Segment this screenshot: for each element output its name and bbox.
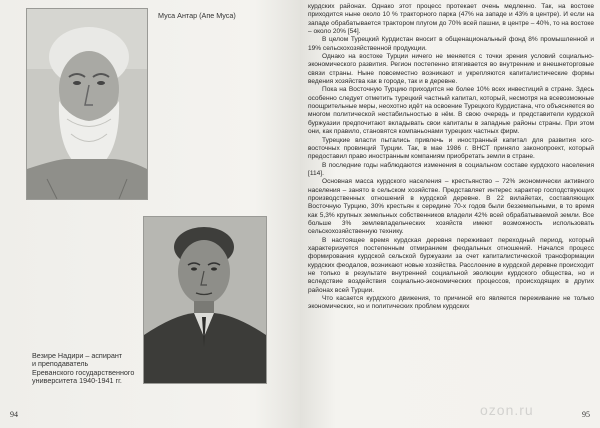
portrait-young-man-photo <box>144 217 266 383</box>
paragraph: Турецкие власти пытались привлечь и иностранный капитал для развития юго-восточных провинций Турции. Так, в мае 1986 г. ВНСТ приняло законопроект, который предоставил право иностранным компаниям приобретать земли в стране. <box>308 136 594 161</box>
paragraph: Основная масса курдского населения – крестьянство – 72% экономически активного населения – занято в сельском хозяйстве. Представляет интерес характер господствующих производственных отношений в курдской деревне. В 22 вилайетах, составляющих Восточную Турцию, 30% крестьян к середине 70-х годов были безземельными, в то время как 5,3% крупных земельных собственников владели 42% всей обрабатываемой земли. Все больше 3% землевладельческих хозяйств имеют возможность использовать сельскохозяйственную технику. <box>308 178 594 236</box>
body-text <box>308 3 594 312</box>
page-number-left: 94 <box>10 410 18 419</box>
portrait-photo-vezire-nadiri <box>143 216 267 384</box>
paragraph: Что касается курдского движения, то причиной его является переживание не только экономических, но и политических проблем курдских <box>308 295 594 311</box>
right-page <box>300 0 600 428</box>
caption-line: Ереванского государственного <box>32 367 135 377</box>
page-number-right: 95 <box>582 410 590 419</box>
paragraph: В целом Турецкий Курдистан вносит в общенациональный фонд 8% промышленной и 19% сельскохозяйственной продукции. <box>308 36 594 52</box>
paragraph: В последние годы наблюдаются изменения в социальном составе курдского населения [114]. <box>308 161 594 177</box>
caption-line: Везире Надири – аспирант <box>32 351 123 360</box>
portrait-old-man-drawing <box>27 9 147 199</box>
caption-line: и преподаватель <box>32 359 89 369</box>
paragraph: Пока на Восточную Турцию приходится не более 10% всех инвестиций в стране. Здесь особенно следует отметить турецкий частный капитал, который, несмотря на всевозможные поощрительные меры, неохотно идёт на освоение Турецкого Курдистана, что объясняется во многом политической нестабильностью в нём. В свою очередь и представители курдской буржуазии предпочитают вкладывать свои капиталы в западные районы страны. При этом они, как правило, становятся компаньонами турецких частных фирм. <box>308 86 594 136</box>
caption-vezire-nadiri <box>32 352 142 386</box>
paragraph: Однако на востоке Турции ничего не меняется с точки зрения условий социально-экономического развития. Регион постепенно втягивается во внутренние и внешнеторговые связи страны. Ныне повсеместно возникают и укрепляются капиталистические формы ведения хозяйства как в городе, так и в деревне. <box>308 53 594 86</box>
paragraph: курдских районах. Однако этот процесс протекает очень медленно. Так, на востоке приходится ныне около 10 % тракторного парка (47% на западе и 43% в центре). И если на западе обрабатывается трактором плугом до 70% всей пашни, в центре – 40%, то на востоке – около 20% [54]. <box>308 3 594 36</box>
paragraph: В настоящее время курдская деревня переживает переходный период, который характеризуется постепенным отмиранием феодальных отношений. Начался процесс формирования курдской сельской буржуазии за счет капиталистической трансформации курдских феодалов, возникают новые хозяйства. Расслоение в курдской деревне происходит не только в результате внутренней социальной эволюции курдского общества, но и вследствие воздействия социально-экономических процессов, происходящих в других районах всей Турции. <box>308 236 594 294</box>
watermark: ozon.ru <box>480 402 534 418</box>
portrait-photo-musa-antar <box>26 8 148 200</box>
caption-musa-antar: Муса Антар (Апе Муса) <box>158 11 236 20</box>
caption-line: университета 1940-1941 гг. <box>32 376 122 386</box>
